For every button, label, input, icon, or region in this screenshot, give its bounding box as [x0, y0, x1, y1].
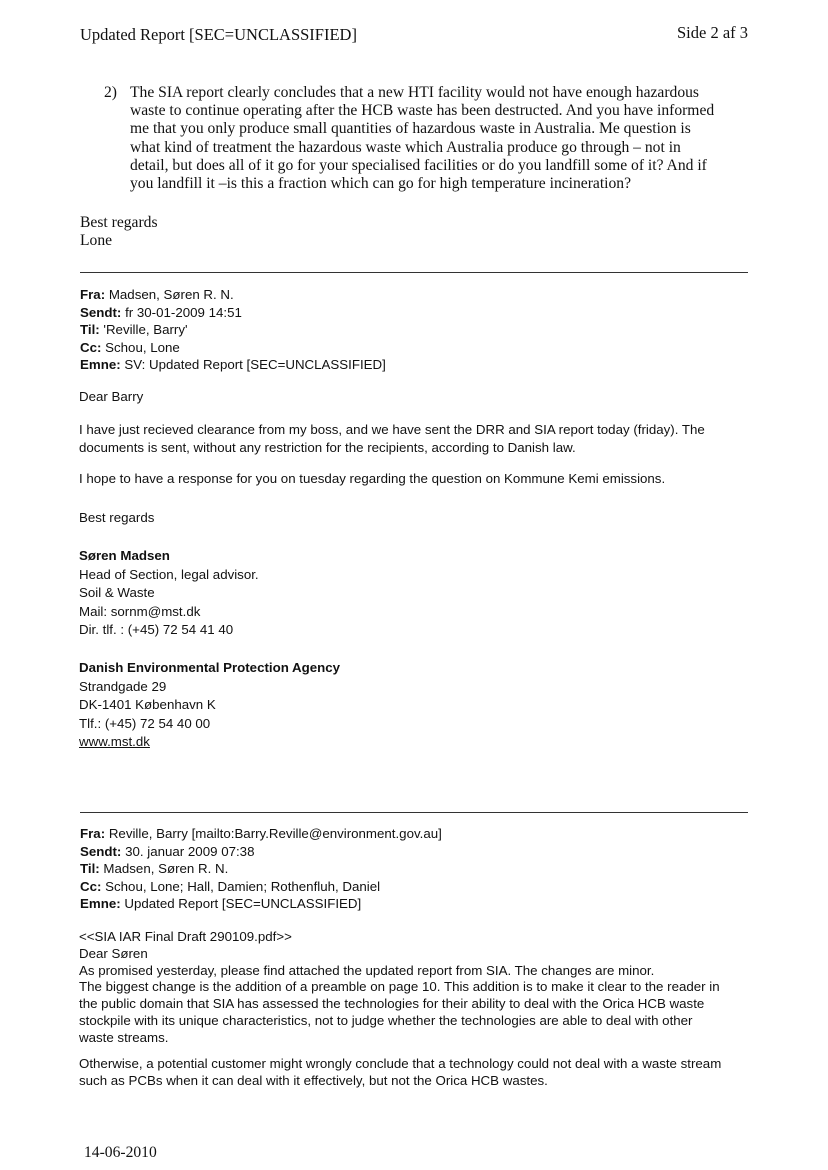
closing-name: Lone [80, 232, 113, 249]
email2-field-cc [80, 878, 442, 896]
text-line: stockpile with its unique characteristics, not to judge whether the technologies are able to deal with other [79, 1012, 693, 1028]
signature-name: Søren Madsen [79, 548, 170, 563]
item2-line: me that you only produce small quantities of hazardous waste in Australia. Me question is [130, 120, 691, 138]
email1-paragraph-1 [79, 421, 705, 456]
email2-body [79, 929, 720, 1047]
field-label: Cc: [80, 878, 102, 894]
field-value: 'Reville, Barry' [103, 322, 188, 337]
signature-block [79, 547, 259, 640]
closing-block [80, 214, 158, 250]
field-value: 30. januar 2009 07:38 [125, 843, 255, 859]
item2-line: you landfill it –is this a fraction which can go for high temperature incineration? [130, 175, 632, 193]
email1-greeting: Dear Barry [79, 389, 144, 404]
page-header-title: Updated Report [SEC=UNCLASSIFIED] [80, 25, 357, 44]
divider [80, 812, 748, 813]
email2-header [80, 825, 442, 913]
text-line: the public domain that SIA has assessed the technologies for their ability to deal with the Orica HCB waste [79, 996, 705, 1012]
signature-dept: Soil & Waste [79, 585, 155, 600]
email1-regards: Best regards [79, 510, 155, 525]
page-number: Side 2 af 3 [677, 23, 749, 42]
item2-line: detail, but does all of it go for your specialised facilities or do you landfill some of it? And if [130, 156, 707, 174]
email1-paragraph-2: I hope to have a response for you on tuesday regarding the question on Kommune Kemi emissions. [79, 471, 666, 486]
agency-city: DK-1401 København K [79, 697, 216, 712]
item2-paragraph [130, 84, 714, 193]
field-value: Schou, Lone; Hall, Damien; Rothenfluh, Daniel [105, 878, 381, 894]
item2-line: what kind of treatment the hazardous waste which Australia produce go through – not in [130, 138, 681, 156]
signature-role: Head of Section, legal advisor. [79, 566, 259, 582]
agency-web-link[interactable]: www.mst.dk [79, 734, 150, 749]
field-value: Reville, Barry [mailto:Barry.Reville@environment.gov.au] [108, 826, 442, 841]
field-label: Emne: [80, 896, 121, 911]
field-value: fr 30-01-2009 14:51 [125, 304, 242, 320]
closing-regards: Best regards [80, 214, 158, 231]
field-label: Fra: [80, 826, 106, 841]
agency-street: Strandgade 29 [79, 678, 167, 694]
text-line: waste streams. [79, 1029, 169, 1045]
field-value: SV: Updated Report [SEC=UNCLASSIFIED] [124, 357, 386, 372]
email1-header [80, 286, 386, 374]
email1-field-sent [80, 304, 386, 322]
email2-paragraph-2 [79, 1056, 721, 1090]
email1-field-to [80, 321, 386, 339]
email2-field-from [80, 825, 442, 843]
text-line: As promised yesterday, please find attached the updated report from SIA. The changes are minor. [79, 962, 655, 978]
email1-field-cc [80, 339, 386, 357]
attachment-reference: <<SIA IAR Final Draft 290109.pdf>> [79, 929, 292, 944]
divider [80, 272, 748, 273]
signature-mail: Mail: sornm@mst.dk [79, 603, 201, 619]
email2-field-sent [80, 843, 442, 861]
item2-line: The SIA report clearly concludes that a new HTI facility would not have enough hazardous [130, 84, 699, 101]
text-line: I have just recieved clearance from my boss, and we have sent the DRR and SIA report today (friday). The [79, 422, 705, 437]
text-line: The biggest change is the addition of a preamble on page 10. This addition is to make it clear to the reader in [79, 979, 720, 995]
item2-line: waste to continue operating after the HCB waste has been destructed. And you have informed [130, 102, 715, 120]
field-label: Cc: [80, 339, 102, 355]
email1-field-from [80, 286, 386, 304]
field-label: Til: [80, 861, 100, 876]
list-number: 2) [104, 84, 117, 101]
field-label: Sendt: [80, 843, 122, 859]
signature-phone: Dir. tlf. : (+45) 72 54 41 40 [79, 622, 234, 637]
email2-field-subject [80, 895, 442, 913]
text-line: such as PCBs when it can deal with it effectively, but not the Orica HCB wastes. [79, 1072, 548, 1088]
field-value: Madsen, Søren R. N. [108, 287, 234, 302]
field-label: Til: [80, 322, 100, 337]
field-value: Madsen, Søren R. N. [103, 861, 229, 876]
agency-block [79, 659, 340, 752]
field-label: Sendt: [80, 304, 122, 320]
email2-greeting: Dear Søren [79, 945, 148, 961]
field-value: Updated Report [SEC=UNCLASSIFIED] [124, 896, 362, 911]
agency-tel: Tlf.: (+45) 72 54 40 00 [79, 715, 211, 731]
footer-date: 14-06-2010 [84, 1144, 157, 1161]
email1-field-subject [80, 356, 386, 374]
field-label: Fra: [80, 287, 106, 302]
field-label: Emne: [80, 357, 121, 372]
text-line: Otherwise, a potential customer might wrongly conclude that a technology could not deal with a waste stream [79, 1056, 722, 1071]
email2-field-to [80, 860, 442, 878]
text-line: documents is sent, without any restriction for the recipients, according to Danish law. [79, 439, 576, 455]
agency-name: Danish Environmental Protection Agency [79, 660, 341, 675]
field-value: Schou, Lone [105, 339, 180, 355]
